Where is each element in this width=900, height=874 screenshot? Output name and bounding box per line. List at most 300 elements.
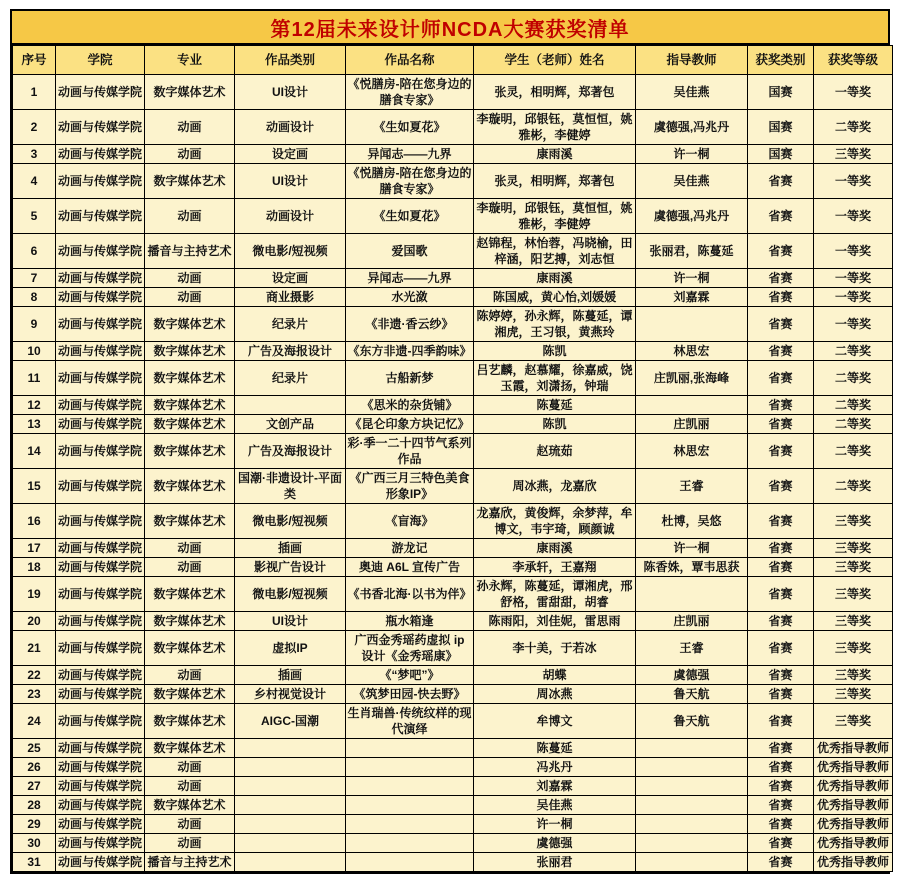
table-cell: 插画 (235, 539, 346, 558)
table-row (13, 504, 893, 539)
table-cell: 26 (13, 758, 56, 777)
table-header (13, 46, 893, 75)
table-cell: 国潮·非遗设计-平面类 (235, 469, 346, 504)
column-header: 作品名称 (346, 46, 474, 75)
table-cell: 省赛 (748, 631, 814, 666)
table-cell: 瓶水箱逢 (346, 612, 474, 631)
table-cell: 17 (13, 539, 56, 558)
table-cell: 游龙记 (346, 539, 474, 558)
table-cell: 动画 (145, 558, 235, 577)
table-cell: 省赛 (748, 234, 814, 269)
table-cell: 广告及海报设计 (235, 342, 346, 361)
table-cell: 动画与传媒学院 (56, 631, 145, 666)
table-cell: 9 (13, 307, 56, 342)
table-cell: 吴佳燕 (636, 164, 748, 199)
table-cell: 优秀指导教师 (814, 834, 893, 853)
column-header: 获奖等级 (814, 46, 893, 75)
table-cell: 动画 (145, 288, 235, 307)
table-cell: 爱国歌 (346, 234, 474, 269)
table-cell: 古船新梦 (346, 361, 474, 396)
table-cell: 吴佳燕 (474, 796, 636, 815)
table-cell: 刘嘉霖 (636, 288, 748, 307)
table-cell: 1 (13, 75, 56, 110)
table-cell: 微电影/短视频 (235, 577, 346, 612)
table-cell: 张丽君，陈蔓延 (636, 234, 748, 269)
table-cell: 张灵，相明辉，郑著包 (474, 75, 636, 110)
table-cell: 插画 (235, 666, 346, 685)
table-cell (346, 796, 474, 815)
table-cell: 省赛 (748, 577, 814, 612)
table-cell: 国赛 (748, 145, 814, 164)
table-cell: 动画与传媒学院 (56, 199, 145, 234)
table-cell: 许一桐 (636, 145, 748, 164)
table-cell: 省赛 (748, 469, 814, 504)
table-cell: 省赛 (748, 269, 814, 288)
table-cell: 林思宏 (636, 342, 748, 361)
table-cell (235, 777, 346, 796)
table-cell: 省赛 (748, 288, 814, 307)
table-row (13, 666, 893, 685)
table-cell: 数字媒体艺术 (145, 434, 235, 469)
column-header: 序号 (13, 46, 56, 75)
table-cell: 鲁天航 (636, 704, 748, 739)
table-cell: 动画与传媒学院 (56, 704, 145, 739)
table-cell: 省赛 (748, 758, 814, 777)
table-cell: 吴佳燕 (636, 75, 748, 110)
table-cell (346, 758, 474, 777)
table-cell: 动画 (145, 777, 235, 796)
table-cell: 一等奖 (814, 164, 893, 199)
table-cell: 数字媒体艺术 (145, 396, 235, 415)
table-cell: 动画与传媒学院 (56, 164, 145, 199)
table-cell: 省赛 (748, 434, 814, 469)
table-cell: 纪录片 (235, 307, 346, 342)
table-cell: 数字媒体艺术 (145, 415, 235, 434)
table-cell: 商业摄影 (235, 288, 346, 307)
table-cell: 省赛 (748, 666, 814, 685)
table-cell: 设定画 (235, 145, 346, 164)
table-cell: 许一桐 (474, 815, 636, 834)
table-cell: 31 (13, 853, 56, 872)
table-cell: 11 (13, 361, 56, 396)
table-cell: 数字媒体艺术 (145, 75, 235, 110)
table-cell: 省赛 (748, 504, 814, 539)
table-cell: AIGC-国潮 (235, 704, 346, 739)
table-cell (235, 834, 346, 853)
table-row (13, 396, 893, 415)
table-cell: 3 (13, 145, 56, 164)
table-cell: 三等奖 (814, 539, 893, 558)
table-cell: 动画 (145, 110, 235, 145)
table-cell: 省赛 (748, 342, 814, 361)
table-cell: 动画与传媒学院 (56, 739, 145, 758)
table-cell: 数字媒体艺术 (145, 342, 235, 361)
table-cell: 动画与传媒学院 (56, 796, 145, 815)
table-cell: 动画 (145, 815, 235, 834)
table-cell: 周冰燕，龙嘉欣 (474, 469, 636, 504)
table-cell (636, 307, 748, 342)
table-cell: 二等奖 (814, 396, 893, 415)
table-cell: 省赛 (748, 777, 814, 796)
table-cell: 动画与传媒学院 (56, 288, 145, 307)
table-cell: 许一桐 (636, 539, 748, 558)
table-cell: 庄凯丽 (636, 415, 748, 434)
table-cell: 7 (13, 269, 56, 288)
table-cell: 省赛 (748, 307, 814, 342)
table-cell: 《思米的杂货铺》 (346, 396, 474, 415)
table-cell: 微电影/短视频 (235, 234, 346, 269)
table-cell: 《昆仑印象方块记忆》 (346, 415, 474, 434)
table-row (13, 145, 893, 164)
table-cell: 优秀指导教师 (814, 815, 893, 834)
table-cell: 胡蝶 (474, 666, 636, 685)
table-cell: 动画与传媒学院 (56, 504, 145, 539)
table-cell: 三等奖 (814, 504, 893, 539)
table-cell: 动画与传媒学院 (56, 758, 145, 777)
table-cell: 虞德强,冯兆丹 (636, 110, 748, 145)
table-row (13, 75, 893, 110)
table-cell: 陈国威，黄心怡,刘媛媛 (474, 288, 636, 307)
table-cell: 24 (13, 704, 56, 739)
table-cell: 王睿 (636, 469, 748, 504)
table-cell: 12 (13, 396, 56, 415)
table-cell: 广西金秀瑶药虚拟 ip 设计《金秀瑶康》 (346, 631, 474, 666)
table-cell: 数字媒体艺术 (145, 469, 235, 504)
table-cell (636, 739, 748, 758)
table-cell: 动画 (145, 666, 235, 685)
table-cell (235, 739, 346, 758)
table-row (13, 834, 893, 853)
table-cell: 省赛 (748, 685, 814, 704)
table-cell: 8 (13, 288, 56, 307)
table-cell: 吕艺麟，赵慕耀，徐嘉威，饶玉霞，刘潇扬，钟瑞 (474, 361, 636, 396)
column-header: 专业 (145, 46, 235, 75)
table-cell: 13 (13, 415, 56, 434)
table-cell: 彩·季一二十四节气系列作品 (346, 434, 474, 469)
table-cell: 动画与传媒学院 (56, 234, 145, 269)
table-row (13, 434, 893, 469)
table-row (13, 558, 893, 577)
table-cell: 动画与传媒学院 (56, 269, 145, 288)
table-cell: 康雨溪 (474, 145, 636, 164)
table-row (13, 539, 893, 558)
table-cell: 陈蔓延 (474, 739, 636, 758)
table-row (13, 796, 893, 815)
table-cell: 一等奖 (814, 234, 893, 269)
column-header: 学生（老师）姓名 (474, 46, 636, 75)
table-cell: 29 (13, 815, 56, 834)
awards-sheet (10, 9, 890, 874)
table-cell: 异闻志——九界 (346, 269, 474, 288)
table-cell: 动画与传媒学院 (56, 834, 145, 853)
table-cell: 李璇明，邱银钰，莫恒恒，姚雅彬，李健婷 (474, 110, 636, 145)
table-cell: 15 (13, 469, 56, 504)
table-cell: 冯兆丹 (474, 758, 636, 777)
table-row (13, 269, 893, 288)
table-cell: 三等奖 (814, 631, 893, 666)
table-cell (636, 815, 748, 834)
table-cell: 《东方非遗-四季韵味》 (346, 342, 474, 361)
table-cell: 李璇明，邱银钰，莫恒恒，姚雅彬，李健婷 (474, 199, 636, 234)
table-cell: 省赛 (748, 539, 814, 558)
table-cell: 一等奖 (814, 269, 893, 288)
table-cell: 水光潋 (346, 288, 474, 307)
table-cell: 二等奖 (814, 361, 893, 396)
table-cell: 《悦膳房-陪在您身边的膳食专家》 (346, 75, 474, 110)
table-cell: 陈雨阳，刘佳妮，雷思雨 (474, 612, 636, 631)
table-row (13, 577, 893, 612)
table-cell: 广告及海报设计 (235, 434, 346, 469)
table-cell: 二等奖 (814, 434, 893, 469)
table-cell (346, 739, 474, 758)
table-cell: 18 (13, 558, 56, 577)
table-row (13, 612, 893, 631)
table-cell: 奥迪 A6L 宣传广告 (346, 558, 474, 577)
table-cell: 优秀指导教师 (814, 739, 893, 758)
table-cell: 数字媒体艺术 (145, 307, 235, 342)
header-row (13, 46, 893, 75)
table-cell (235, 758, 346, 777)
table-cell: 省赛 (748, 853, 814, 872)
table-cell: 动画与传媒学院 (56, 666, 145, 685)
table-cell: 三等奖 (814, 685, 893, 704)
table-cell: 动画与传媒学院 (56, 777, 145, 796)
table-cell: 动画 (145, 199, 235, 234)
table-cell: 《广西三月三特色美食形象IP》 (346, 469, 474, 504)
table-cell: 《“梦吧”》 (346, 666, 474, 685)
table-cell: 动画与传媒学院 (56, 307, 145, 342)
table-cell: 虚拟IP (235, 631, 346, 666)
table-cell: 三等奖 (814, 612, 893, 631)
table-cell: 优秀指导教师 (814, 758, 893, 777)
table-cell: 《非遗·香云纱》 (346, 307, 474, 342)
table-row (13, 777, 893, 796)
table-cell: 二等奖 (814, 342, 893, 361)
table-cell: 许一桐 (636, 269, 748, 288)
table-cell: 数字媒体艺术 (145, 504, 235, 539)
table-row (13, 853, 893, 872)
table-row (13, 110, 893, 145)
table-row (13, 469, 893, 504)
table-cell: 数字媒体艺术 (145, 164, 235, 199)
table-cell: 刘嘉霖 (474, 777, 636, 796)
table-cell: 6 (13, 234, 56, 269)
table-cell: 动画与传媒学院 (56, 815, 145, 834)
table-row (13, 288, 893, 307)
table-cell: 庄凯丽,张海峰 (636, 361, 748, 396)
table-cell: 三等奖 (814, 577, 893, 612)
table-cell: 数字媒体艺术 (145, 704, 235, 739)
table-cell: 国赛 (748, 110, 814, 145)
table-cell: 省赛 (748, 834, 814, 853)
column-header: 学院 (56, 46, 145, 75)
table-cell: UI设计 (235, 164, 346, 199)
table-cell: 动画设计 (235, 199, 346, 234)
table-cell: 三等奖 (814, 145, 893, 164)
table-cell: 21 (13, 631, 56, 666)
table-cell: 播音与主持艺术 (145, 853, 235, 872)
table-row (13, 342, 893, 361)
table-cell (636, 777, 748, 796)
table-cell: 省赛 (748, 415, 814, 434)
table-cell: 省赛 (748, 612, 814, 631)
table-cell: 20 (13, 612, 56, 631)
table-cell: 《筑梦田园-快去野》 (346, 685, 474, 704)
table-cell: 王睿 (636, 631, 748, 666)
table-cell: 动画 (145, 834, 235, 853)
table-cell: 动画与传媒学院 (56, 361, 145, 396)
table-cell: 25 (13, 739, 56, 758)
table-cell: 省赛 (748, 739, 814, 758)
table-cell: 数字媒体艺术 (145, 577, 235, 612)
table-cell: 一等奖 (814, 307, 893, 342)
table-row (13, 815, 893, 834)
table-cell: 庄凯丽 (636, 612, 748, 631)
table-cell: 陈香姝，覃韦思获 (636, 558, 748, 577)
table-cell: 动画与传媒学院 (56, 145, 145, 164)
table-cell: 省赛 (748, 796, 814, 815)
table-cell: 张灵，相明辉，郑著包 (474, 164, 636, 199)
table-cell (235, 396, 346, 415)
table-cell: 动画 (145, 269, 235, 288)
table-cell: 《生如夏花》 (346, 110, 474, 145)
table-cell: 优秀指导教师 (814, 796, 893, 815)
table-cell (636, 834, 748, 853)
table-cell: 林思宏 (636, 434, 748, 469)
table-cell: 动画与传媒学院 (56, 75, 145, 110)
table-cell: 动画与传媒学院 (56, 539, 145, 558)
table-cell: 乡村视觉设计 (235, 685, 346, 704)
table-cell: 28 (13, 796, 56, 815)
column-header: 获奖类别 (748, 46, 814, 75)
table-cell: 赵琉茹 (474, 434, 636, 469)
table-cell: 动画与传媒学院 (56, 396, 145, 415)
table-row (13, 361, 893, 396)
table-row (13, 685, 893, 704)
table-row (13, 234, 893, 269)
table-cell: 周冰燕 (474, 685, 636, 704)
table-cell: 动画与传媒学院 (56, 685, 145, 704)
table-row (13, 758, 893, 777)
table-cell: 省赛 (748, 361, 814, 396)
table-cell: 《书香北海·以书为伴》 (346, 577, 474, 612)
table-cell: 虞德强,冯兆丹 (636, 199, 748, 234)
table-row (13, 739, 893, 758)
table-cell: 动画与传媒学院 (56, 853, 145, 872)
table-cell: 动画 (145, 145, 235, 164)
table-cell: 牟博文 (474, 704, 636, 739)
table-cell: 动画与传媒学院 (56, 342, 145, 361)
table-cell: 数字媒体艺术 (145, 612, 235, 631)
table-cell: 陈凯 (474, 415, 636, 434)
table-cell: 孙永辉，陈蔓延，谭湘虎，邢舒格，雷甜甜，胡睿 (474, 577, 636, 612)
table-cell: 数字媒体艺术 (145, 631, 235, 666)
table-cell: 动画设计 (235, 110, 346, 145)
table-cell: 三等奖 (814, 558, 893, 577)
table-cell: UI设计 (235, 75, 346, 110)
awards-table (12, 45, 893, 872)
table-cell: 动画与传媒学院 (56, 612, 145, 631)
table-cell: 省赛 (748, 199, 814, 234)
table-cell (346, 834, 474, 853)
table-cell: 一等奖 (814, 288, 893, 307)
table-cell (235, 815, 346, 834)
table-cell: UI设计 (235, 612, 346, 631)
table-row (13, 704, 893, 739)
table-cell: 数字媒体艺术 (145, 739, 235, 758)
table-cell: 《生如夏花》 (346, 199, 474, 234)
table-row (13, 199, 893, 234)
table-cell: 动画 (145, 758, 235, 777)
table-cell: 国赛 (748, 75, 814, 110)
table-cell: 播音与主持艺术 (145, 234, 235, 269)
table-row (13, 631, 893, 666)
table-cell: 二等奖 (814, 415, 893, 434)
table-row (13, 415, 893, 434)
table-cell: 省赛 (748, 558, 814, 577)
table-cell: 动画与传媒学院 (56, 469, 145, 504)
table-cell: 陈婷婷，孙永辉，陈蔓延，谭湘虎，王习银，黄燕玲 (474, 307, 636, 342)
table-cell: 优秀指导教师 (814, 853, 893, 872)
table-cell: 张丽君 (474, 853, 636, 872)
table-cell: 22 (13, 666, 56, 685)
table-cell (235, 796, 346, 815)
table-cell (346, 777, 474, 796)
table-cell: 异闻志——九界 (346, 145, 474, 164)
table-cell: 19 (13, 577, 56, 612)
table-cell: 二等奖 (814, 469, 893, 504)
table-cell: 10 (13, 342, 56, 361)
table-body (13, 75, 893, 872)
table-cell: 虞德强 (474, 834, 636, 853)
table-cell: 省赛 (748, 704, 814, 739)
table-cell: 文创产品 (235, 415, 346, 434)
table-cell: 数字媒体艺术 (145, 796, 235, 815)
table-cell: 设定画 (235, 269, 346, 288)
table-cell: 动画与传媒学院 (56, 415, 145, 434)
table-cell: 李十美，于若冰 (474, 631, 636, 666)
table-cell (346, 853, 474, 872)
table-cell: 4 (13, 164, 56, 199)
table-cell: 康雨溪 (474, 269, 636, 288)
table-cell: 动画与传媒学院 (56, 110, 145, 145)
column-header: 作品类别 (235, 46, 346, 75)
table-cell: 动画与传媒学院 (56, 558, 145, 577)
table-cell: 鲁天航 (636, 685, 748, 704)
table-cell: 杜博，吴悠 (636, 504, 748, 539)
table-cell: 动画与传媒学院 (56, 434, 145, 469)
table-cell: 14 (13, 434, 56, 469)
table-cell: 三等奖 (814, 666, 893, 685)
table-cell: 动画 (145, 539, 235, 558)
table-cell: 省赛 (748, 164, 814, 199)
table-cell: 龙嘉欣，黄俊辉，余梦萍，牟博文，韦宇琦，顾颜诚 (474, 504, 636, 539)
table-cell: 一等奖 (814, 75, 893, 110)
table-cell: 16 (13, 504, 56, 539)
table-row (13, 164, 893, 199)
table-cell (636, 577, 748, 612)
table-cell: 27 (13, 777, 56, 796)
column-header: 指导教师 (636, 46, 748, 75)
table-cell: 赵锦程，林怡蓉，冯晓榆，田梓涵，阳艺搏，刘志恒 (474, 234, 636, 269)
table-row (13, 307, 893, 342)
table-cell (235, 853, 346, 872)
table-cell: 影视广告设计 (235, 558, 346, 577)
table-cell: 李承轩，王嘉翔 (474, 558, 636, 577)
table-cell: 数字媒体艺术 (145, 685, 235, 704)
table-cell: 陈蔓延 (474, 396, 636, 415)
table-cell: 省赛 (748, 815, 814, 834)
